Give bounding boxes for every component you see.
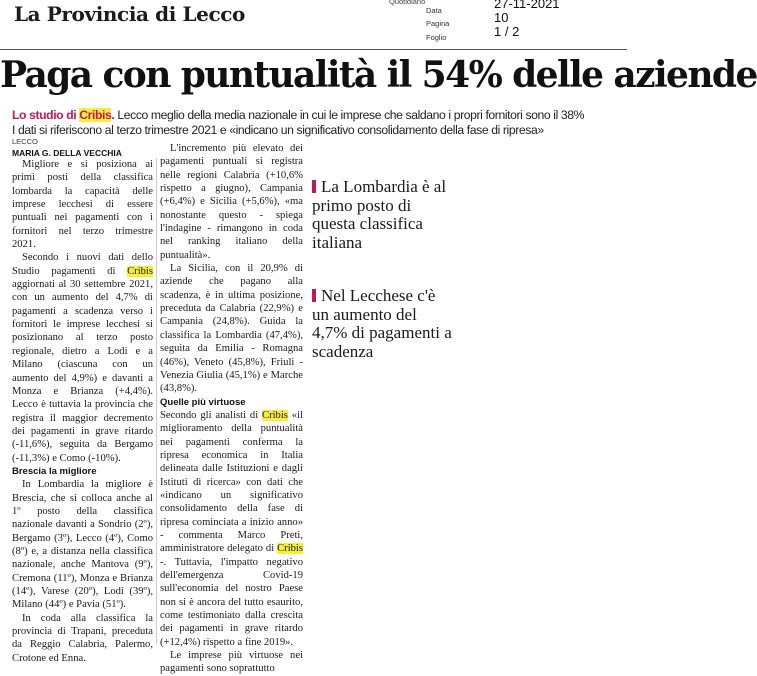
subhead-line-1-text: Lecco meglio della media nazionale in cui le imprese che saldano i propri fornitori sono il 38% bbox=[114, 108, 585, 122]
col2-paragraph-1: L'incremento più elevato dei pagamenti puntuali si registra nelle regioni Calabria (+10,6% rispetto a giugno), Campania (+6,4%) e Sicilia (+5,6%), «ma nonostante questo - spiega l'indagine - rimangono in coda nel ranking italiano della puntualità». bbox=[160, 143, 303, 261]
column-divider bbox=[156, 158, 157, 644]
col1-company-highlight: Cribis bbox=[127, 265, 153, 277]
pullquote-bar bbox=[312, 180, 316, 193]
col2-p3-mid: «il miglioramento della puntualità nei pagamenti conferma la ripresa economica in Italia delineata dalle Istituzioni e dagli Istituti di ricerca» con dati che «indicano un significativo consolidamento della fase di ripresa cominciata a inizio anno» - commenta Marco Preti, amministratore delegato di bbox=[160, 409, 303, 555]
col2-section-heading: Quelle più virtuose bbox=[160, 396, 246, 408]
headline: Paga con puntualità il 54% delle aziende bbox=[0, 54, 757, 96]
pullquote-1 bbox=[312, 178, 452, 252]
col1-paragraph-2 bbox=[12, 251, 153, 465]
col1-p2-before: Secondo i nuovi dati dello Studio pagamenti di bbox=[12, 252, 153, 277]
source-label: Quotidiano bbox=[389, 0, 426, 6]
page-label: Pagina bbox=[426, 19, 450, 28]
subhead-company-highlight: Cribis bbox=[79, 108, 112, 122]
subhead-line-1 bbox=[12, 108, 617, 123]
subheadline bbox=[12, 108, 617, 137]
col2-paragraph-4: Le imprese più virtuose nei pagamenti sono soprattutto bbox=[160, 650, 303, 675]
pullquote-2 bbox=[312, 287, 452, 361]
date-value: 27-11-2021 bbox=[494, 0, 560, 11]
masthead: La Provincia di Lecco bbox=[14, 2, 245, 26]
subhead-line-2: I dati si riferiscono al terzo trimestre 2021 e «indicano un significativo consolidamento della fase di ripresa» bbox=[12, 122, 544, 137]
subhead-lead-prefix: Lo studio di bbox=[12, 108, 80, 122]
col1-paragraph-4: In coda alla classifica la provincia di Trapani, preceduta da Reggio Calabria, Palermo, Crotone ed Enna. bbox=[12, 612, 153, 664]
page-value: 10 bbox=[494, 10, 509, 25]
col2-p3-after: -. Tuttavia, l'impatto negativo dell'emergenza Covid-19 sull'economia del nostro Paese non si è ancora del tutto esaurito, come testimoniato dalla crescita dei pagamenti in grave ritardo (+12,4%) rispetto a fine 2019». bbox=[160, 556, 303, 648]
col2-paragraph-3 bbox=[160, 409, 303, 649]
sheet-label: Foglio bbox=[426, 33, 447, 42]
byline: MARIA G. DELLA VECCHIA bbox=[12, 148, 122, 158]
col2-company-highlight-2: Cribis bbox=[277, 543, 303, 555]
date-label: Data bbox=[426, 6, 442, 15]
pullquote-1-text: La Lombardia è al primo posto di questa classifica italiana bbox=[312, 177, 447, 252]
pullquote-bar bbox=[312, 289, 316, 302]
col1-p2-after: aggiornati al 30 settembre 2021, con un aumento del 4,7% di pagamenti a scadenza verso i fornitori le imprese lecchesi si posizionano al terzo posto regionale, dietro a Lodi e a Milano (ciascuna con un aumento del 4,9%) e davanti a Monza e Brianza (+4,4%). Lecco è tuttavia la provincia che registra il maggior decremento dei pagamenti in grave ritardo (-11,6%), seguita da Bergamo (-11,3%) e Como (-10%). bbox=[12, 279, 153, 464]
col1-paragraph-1: Migliore e si posiziona ai primi posti della classifica lombarda la capacità delle imprese lecchesi di essere puntuali nei pagamenti con i fornitori nel terzo trimestre 2021. bbox=[12, 159, 153, 251]
subhead-lead bbox=[12, 108, 114, 122]
col1-paragraph-3: In Lombardia la migliore è Brescia, che si colloca anche al 1º posto della classifica nazionale davanti a Sondrio (2º), Bergamo (3º), Lecco (4º), Como (8º) e, a distanza nella classifica nazionale, anche Mantova (9º), Cremona (11º), Monza e Brianza (14º), Varese (20º), Lodi (39º), Milano (44º) e Pavia (51º). bbox=[12, 479, 153, 611]
article-column-2 bbox=[160, 142, 303, 675]
col2-paragraph-2: La Sicilia, con il 20,9% di aziende che pagano alla scadenza, è in ultima posizione, preceduta da Calabria (22,9%) e Campania (24,8%). Guida la classifica la Lombardia (47,4%), seguita da Emilia - Romagna (46%), Veneto (45,8%), Friuli - Venezia Giulia (45,1%) e Marche (43,8%). bbox=[160, 263, 303, 395]
col2-p3-before: Secondo gli analisti di bbox=[160, 409, 263, 421]
pullquote-2-text: Nel Lecchese c'è un aumento del 4,7% di pagamenti a scadenza bbox=[312, 286, 452, 361]
subhead-lead-suffix: . bbox=[111, 108, 115, 122]
col2-company-highlight-1: Cribis bbox=[262, 409, 288, 421]
sheet-value: 1 / 2 bbox=[494, 24, 520, 39]
location-tag: LECCO bbox=[12, 137, 38, 146]
col1-section-heading: Brescia la migliore bbox=[12, 465, 97, 477]
article-column-1 bbox=[12, 158, 153, 664]
